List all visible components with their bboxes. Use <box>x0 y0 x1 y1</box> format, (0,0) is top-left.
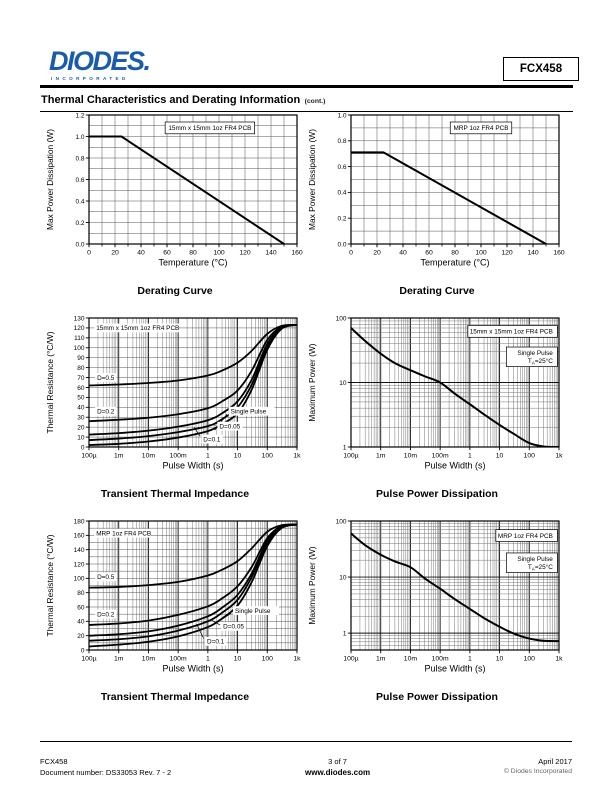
svg-text:120: 120 <box>501 249 513 257</box>
svg-text:10m: 10m <box>403 655 418 663</box>
svg-text:1: 1 <box>205 452 210 460</box>
chart-canvas <box>306 309 568 481</box>
svg-text:20: 20 <box>373 249 381 257</box>
svg-text:0: 0 <box>80 647 85 655</box>
svg-text:0: 0 <box>87 249 91 257</box>
svg-text:TA=25°C: $T_A=25^\circ C$ <box>527 358 553 366</box>
chart-block-transient-15mm <box>44 309 306 500</box>
svg-text:100: 100 <box>335 315 347 323</box>
svg-text:10: 10 <box>339 574 347 582</box>
svg-text:60: 60 <box>163 249 171 257</box>
svg-text:10: 10 <box>233 452 242 460</box>
svg-text:0: 0 <box>349 249 353 257</box>
svg-text:1k: 1k <box>555 452 563 460</box>
svg-text:MRP 1oz FR4 PCB: MRP 1oz FR4 PCB <box>96 530 152 538</box>
chart-block-pulse-power-mrp <box>306 512 568 703</box>
chart-caption: Transient Thermal Impedance <box>100 691 250 703</box>
svg-text:D=0.5: D=0.5 <box>97 574 115 582</box>
svg-text:Single Pulse: Single Pulse <box>517 350 553 358</box>
footer-website: www.diodes.com <box>305 768 371 778</box>
pulse-power-dissipation-15mm-chart <box>306 309 568 486</box>
svg-text:1k: 1k <box>293 452 301 460</box>
svg-text:40: 40 <box>137 249 145 257</box>
svg-text:10: 10 <box>495 655 504 663</box>
svg-text:D=0.05: D=0.05 <box>223 623 244 631</box>
svg-text:10m: 10m <box>403 452 418 460</box>
svg-text:1: 1 <box>467 655 472 663</box>
footer-date: April 2017 <box>538 757 572 766</box>
transient-thermal-impedance-15mm-chart <box>44 309 306 486</box>
svg-text:Single Pulse: Single Pulse <box>230 408 267 416</box>
svg-text:Pulse Width (s): Pulse Width (s) <box>424 663 486 674</box>
svg-text:1: 1 <box>467 452 472 460</box>
svg-text:0.6: 0.6 <box>75 176 85 184</box>
page-footer <box>40 741 572 779</box>
svg-text:0.4: 0.4 <box>75 198 85 206</box>
svg-text:1: 1 <box>205 655 210 663</box>
svg-text:0.2: 0.2 <box>337 215 347 223</box>
svg-text:Temperature (°C): Temperature (°C) <box>158 257 228 268</box>
svg-text:D=0.5: D=0.5 <box>97 374 115 382</box>
svg-text:20: 20 <box>77 632 85 640</box>
footer-page-number: 3 of 7 <box>328 757 347 766</box>
svg-text:0.0: 0.0 <box>75 241 85 249</box>
svg-text:D=0.1: D=0.1 <box>206 638 225 646</box>
svg-text:100: 100 <box>261 452 273 460</box>
svg-text:0.8: 0.8 <box>75 155 85 163</box>
derating-curve-15mm-chart <box>44 106 306 283</box>
svg-text:100: 100 <box>335 518 347 526</box>
svg-text:10: 10 <box>77 434 85 442</box>
svg-text:D=0.2: D=0.2 <box>97 408 115 416</box>
svg-text:30: 30 <box>77 414 85 422</box>
svg-text:100: 100 <box>523 655 535 663</box>
chart-block-pulse-power-15mm <box>306 309 568 500</box>
svg-text:100m: 100m <box>431 452 449 460</box>
svg-text:140: 140 <box>73 546 85 554</box>
svg-text:100: 100 <box>213 249 225 257</box>
chart-caption: Transient Thermal Impedance <box>100 488 250 500</box>
svg-text:1m: 1m <box>375 655 386 663</box>
svg-text:140: 140 <box>527 249 539 257</box>
chart-caption: Pulse Power Dissipation <box>376 691 498 703</box>
svg-text:Pulse Width (s): Pulse Width (s) <box>162 460 224 471</box>
svg-text:100µ: 100µ <box>343 655 359 663</box>
svg-text:0.2: 0.2 <box>75 219 85 227</box>
svg-text:100: 100 <box>261 655 273 663</box>
svg-text:D=0.2: D=0.2 <box>97 611 115 619</box>
chart-caption: Derating Curve <box>137 285 213 297</box>
svg-text:160: 160 <box>73 532 85 540</box>
svg-text:110: 110 <box>74 335 85 343</box>
svg-text:Maximum Power (W): Maximum Power (W) <box>307 343 317 422</box>
svg-text:10: 10 <box>339 379 347 387</box>
svg-text:Single Pulse: Single Pulse <box>517 556 553 564</box>
svg-text:Maximum Power (W): Maximum Power (W) <box>307 546 317 625</box>
footer-copyright: © Diodes Incorporated <box>503 768 572 776</box>
svg-text:80: 80 <box>451 249 459 257</box>
svg-text:0.6: 0.6 <box>337 163 347 171</box>
diodes-logo-incorporated: INCORPORATED <box>51 76 129 81</box>
svg-text:100m: 100m <box>169 452 187 460</box>
section-title: Thermal Characteristics and Derating Information <box>41 94 301 106</box>
svg-text:Pulse Width (s): Pulse Width (s) <box>424 460 486 471</box>
section-title-suffix: (cont.) <box>304 98 326 105</box>
svg-text:80: 80 <box>189 249 197 257</box>
chart-canvas <box>44 106 306 278</box>
svg-text:100: 100 <box>73 345 85 353</box>
chart-canvas <box>44 309 306 481</box>
svg-text:10m: 10m <box>141 452 156 460</box>
svg-text:Temperature (°C): Temperature (°C) <box>420 257 490 268</box>
svg-text:1: 1 <box>342 630 347 638</box>
svg-text:100: 100 <box>523 452 535 460</box>
svg-text:100m: 100m <box>431 655 449 663</box>
svg-text:0.0: 0.0 <box>337 241 347 249</box>
svg-text:120: 120 <box>73 561 85 569</box>
svg-text:60: 60 <box>77 604 85 612</box>
svg-text:1.2: 1.2 <box>75 112 85 120</box>
svg-text:MRP 1oz FR4 PCB: MRP 1oz FR4 PCB <box>453 125 509 133</box>
footer-center <box>305 756 370 779</box>
chart-caption: Pulse Power Dissipation <box>376 488 498 500</box>
chart-canvas <box>44 512 306 684</box>
svg-text:20: 20 <box>111 249 119 257</box>
svg-text:TA=25°C: $T_A=25^\circ C$ <box>527 563 553 572</box>
svg-text:10: 10 <box>495 452 504 460</box>
svg-text:D=0.1: D=0.1 <box>203 436 221 444</box>
svg-text:0.4: 0.4 <box>337 189 347 197</box>
svg-text:20: 20 <box>77 424 85 432</box>
svg-text:1.0: 1.0 <box>337 112 347 120</box>
svg-text:100: 100 <box>73 575 85 583</box>
chart-caption: Derating Curve <box>399 285 475 297</box>
svg-text:80: 80 <box>77 589 85 597</box>
svg-text:0.8: 0.8 <box>337 138 347 146</box>
chart-block-transient-mrp <box>44 512 306 703</box>
footer-document-number: Document number: DS33053 Rev. 7 - 2 <box>40 768 172 778</box>
part-number: FCX458 <box>519 63 563 75</box>
derating-curve-mrp-chart <box>306 106 568 283</box>
svg-text:120: 120 <box>73 325 85 333</box>
svg-text:120: 120 <box>239 249 251 257</box>
svg-text:60: 60 <box>425 249 433 257</box>
svg-text:140: 140 <box>265 249 277 257</box>
svg-text:1k: 1k <box>293 655 301 663</box>
svg-text:100µ: 100µ <box>81 655 97 663</box>
pulse-power-dissipation-mrp-chart <box>306 512 568 689</box>
svg-text:130: 130 <box>73 315 85 323</box>
footer-right <box>504 756 572 779</box>
svg-text:1: 1 <box>342 444 347 452</box>
svg-text:MRP 1oz FR4 PCB: MRP 1oz FR4 PCB <box>497 532 553 540</box>
svg-text:60: 60 <box>77 384 85 392</box>
svg-text:100: 100 <box>475 249 487 257</box>
svg-text:180: 180 <box>73 518 85 526</box>
svg-text:90: 90 <box>77 354 85 362</box>
svg-text:160: 160 <box>291 249 303 257</box>
svg-text:80: 80 <box>77 364 85 372</box>
svg-text:15mm x 15mm 1oz FR4 PCB: 15mm x 15mm 1oz FR4 PCB <box>168 125 252 133</box>
svg-text:40: 40 <box>77 404 85 412</box>
svg-text:1k: 1k <box>555 655 563 663</box>
svg-text:40: 40 <box>399 249 407 257</box>
footer-part-number: FCX458 <box>40 757 68 766</box>
diodes-logo <box>49 48 150 82</box>
chart-block-derating-15mm <box>44 106 306 297</box>
svg-text:Max Power Dissipation (W): Max Power Dissipation (W) <box>45 129 55 230</box>
svg-text:70: 70 <box>77 374 85 382</box>
diodes-logo-wordmark: DIODES. <box>49 46 150 76</box>
chart-block-derating-mrp <box>306 106 568 297</box>
svg-text:1m: 1m <box>113 655 124 663</box>
chart-canvas <box>306 512 568 684</box>
svg-text:D=0.05: D=0.05 <box>219 423 241 431</box>
svg-text:40: 40 <box>77 618 85 626</box>
footer-left <box>40 756 171 779</box>
svg-text:1m: 1m <box>113 452 124 460</box>
svg-text:100µ: 100µ <box>81 452 97 460</box>
svg-text:0: 0 <box>80 444 85 452</box>
svg-text:Max Power Dissipation (W): Max Power Dissipation (W) <box>307 129 317 230</box>
svg-text:Single Pulse: Single Pulse <box>234 607 271 615</box>
part-number-box <box>503 57 579 81</box>
chart-canvas <box>306 106 568 278</box>
svg-text:100µ: 100µ <box>343 452 359 460</box>
svg-text:50: 50 <box>77 394 85 402</box>
charts-grid <box>44 106 568 703</box>
svg-text:Thermal Resistance (°C/W): Thermal Resistance (°C/W) <box>45 331 55 434</box>
svg-text:1m: 1m <box>375 452 386 460</box>
svg-text:Thermal Resistance (°C/W): Thermal Resistance (°C/W) <box>45 534 55 637</box>
transient-thermal-impedance-mrp-chart <box>44 512 306 689</box>
svg-text:1.0: 1.0 <box>75 133 85 141</box>
svg-text:15mm x 15mm 1oz FR4 PCB: 15mm x 15mm 1oz FR4 PCB <box>96 325 180 333</box>
svg-text:10: 10 <box>233 655 242 663</box>
svg-text:160: 160 <box>553 249 565 257</box>
svg-text:15mm x 15mm 1oz FR4 PCB: 15mm x 15mm 1oz FR4 PCB <box>469 328 553 336</box>
svg-text:100m: 100m <box>169 655 187 663</box>
svg-text:10m: 10m <box>141 655 156 663</box>
svg-text:Pulse Width (s): Pulse Width (s) <box>162 663 224 674</box>
